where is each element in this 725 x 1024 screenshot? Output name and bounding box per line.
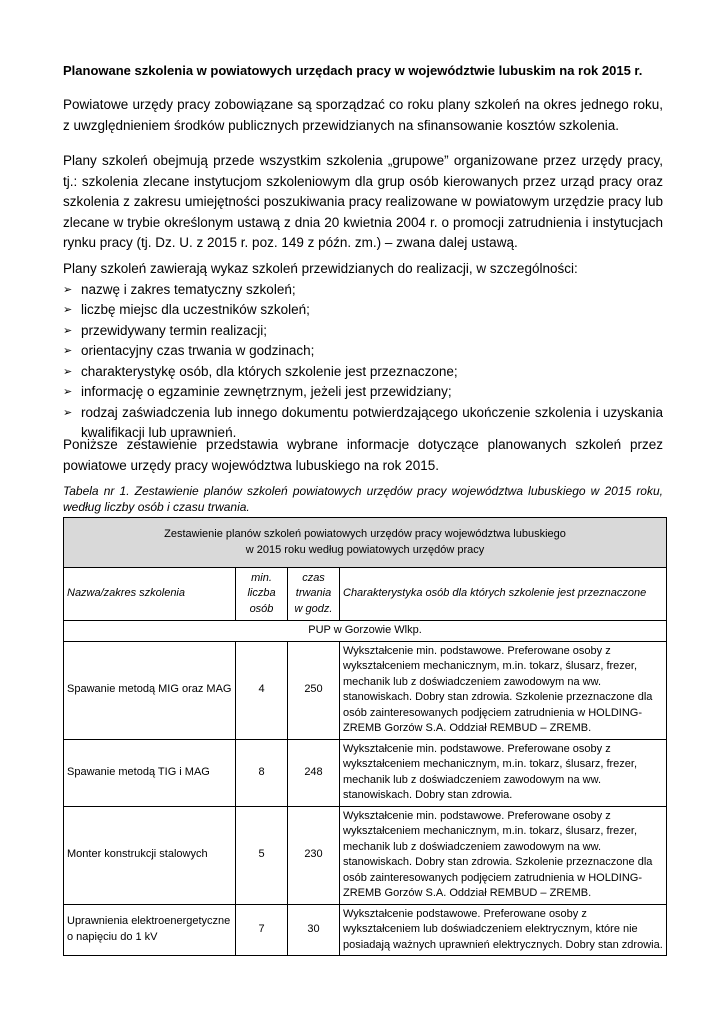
duration-hours: 230 — [288, 806, 340, 904]
list-item: ➢ rodzaj zaświadczenia lub innego dokumentu potwierdzającego ukończenie szkolenia i uzyskania kwalifikacji lub uprawnień. — [63, 404, 663, 440]
participant-description: Wykształcenie min. podstawowe. Preferowane osoby z wykształceniem mechanicznym, m.in. tokarz, ślusarz, frezer, mechanik lub z doświadczeniem zawodowym na ww. stanowiskach. Dobry stan zdrowia. Szkolenie przeznaczone dla osób zainteresowanych podjęciem zatrudnienia w HOLDING-ZREMB Gorzów S.A. Oddział REMBUD – ZREMB. — [340, 641, 667, 739]
column-header-description: Charakterystyka osób dla których szkolenie jest przeznaczone — [340, 568, 667, 621]
column-header-duration: czas trwania w godz. — [288, 568, 340, 621]
training-name: Spawanie metodą TIG i MAG — [64, 739, 236, 806]
column-header-name: Nazwa/zakres szkolenia — [64, 568, 236, 621]
training-name: Uprawnienia elektroenergetyczne o napięciu do 1 kV — [64, 904, 236, 956]
list-item: ➢ przewidywany termin realizacji; — [63, 321, 663, 342]
list-intro: Plany szkoleń zawierają wykaz szkoleń przewidzianych do realizacji, w szczególności: — [63, 261, 578, 276]
paragraph-intro: Powiatowe urzędy pracy zobowiązane są sporządzać co roku plany szkoleń na okres jednego roku, z uwzględnieniem środków publicznych przewidzianych na sfinansowanie kosztów szkolenia. — [63, 97, 663, 133]
table-title-row — [64, 518, 667, 568]
participant-description: Wykształcenie min. podstawowe. Preferowane osoby z wykształceniem mechanicznym, m.in. tokarz, ślusarz, frezer, mechanik lub z doświadczeniem zawodowym na ww. stanowiskach. Dobry stan zdrowia. — [340, 739, 667, 806]
duration-hours: 250 — [288, 641, 340, 739]
list-item: ➢ nazwę i zakres tematyczny szkoleń; — [63, 280, 663, 301]
list-item: ➢ informację o egzaminie zewnętrznym, jeżeli jest przewidziany; — [63, 382, 663, 403]
participant-description: Wykształcenie podstawowe. Preferowane osoby z wykształceniem lub doświadczeniem elektrycznym, które nie posiadają ważnych uprawnień elektrycznych. Dobry stan zdrowia. — [340, 904, 667, 956]
table-row — [64, 641, 667, 739]
arrow-bullet-icon: ➢ — [63, 345, 73, 357]
duration-hours: 248 — [288, 739, 340, 806]
min-persons: 7 — [236, 904, 288, 956]
bullet-list — [63, 280, 663, 444]
column-header-min-persons: min. liczba osób — [236, 568, 288, 621]
arrow-bullet-icon: ➢ — [63, 365, 73, 378]
paragraph-summary: Poniższe zestawienie przedstawia wybrane informacje dotyczące planowanych szkoleń przez powiatowe urzędy pracy województwa lubuskiego na rok 2015. — [63, 437, 663, 473]
training-name: Spawanie metodą MIG oraz MAG — [64, 641, 236, 739]
participant-description: Wykształcenie min. podstawowe. Preferowane osoby z wykształceniem mechanicznym, m.in. tokarz, ślusarz, frezer, mechanik lub z doświadczeniem zawodowym na ww. stanowiskach. Dobry stan zdrowia. Szkolenie przeznaczone dla osób zainteresowanych podjęciem zatrudnienia w HOLDING-ZREMB Gorzów S.A. Oddział REMBUD – ZREMB. — [340, 806, 667, 904]
table-caption: Tabela nr 1. Zestawienie planów szkoleń powiatowych urzędów pracy województwa lubuskiego w 2015 roku, według liczby osób i czasu trwania. — [63, 484, 663, 514]
arrow-bullet-icon: ➢ — [63, 283, 73, 296]
table-row — [64, 806, 667, 904]
min-persons: 8 — [236, 739, 288, 806]
arrow-bullet-icon: ➢ — [63, 324, 73, 337]
list-item: ➢ orientacyjny czas trwania w godzinach; — [63, 341, 663, 362]
list-item: ➢ charakterystykę osób, dla których szkolenie jest przeznaczone; — [63, 362, 663, 383]
arrow-bullet-icon: ➢ — [63, 406, 73, 419]
min-persons: 5 — [236, 806, 288, 904]
table-title-cell: Zestawienie planów szkoleń powiatowych urzędów pracy województwa lubuskiego w 2015 roku według powiatowych urzędów pracy — [64, 518, 667, 568]
training-name: Monter konstrukcji stalowych — [64, 806, 236, 904]
office-name: PUP w Gorzowie Wlkp. — [64, 621, 667, 642]
training-plans-table — [63, 517, 667, 956]
column-header-row — [64, 568, 667, 621]
table-row — [64, 904, 667, 956]
duration-hours: 30 — [288, 904, 340, 956]
arrow-bullet-icon: ➢ — [63, 304, 73, 316]
arrow-bullet-icon: ➢ — [63, 386, 73, 398]
list-item: ➢ liczbę miejsc dla uczestników szkoleń; — [63, 300, 663, 321]
document-title: Planowane szkolenia w powiatowych urzędach pracy w województwie lubuskim na rok 2015 r. — [63, 63, 643, 78]
paragraph-plans-scope: Plany szkoleń obejmują przede wszystkim szkolenia „grupowe” organizowane przez urzędy pracy, tj.: szkolenia zlecane instytucjom szkoleniowym dla grup osób kierowanych przez urząd pracy oraz szkolenia z zakresu umiejętności poszukiwania pracy realizowane w powiatowym urzędzie pracy lub zlecane w trybie określonym ustawą z dnia 20 kwietnia 2004 r. o promocji zatrudnienia i instytucjach rynku pracy (tj. Dz. U. z 2015 r. poz. 149 z późn. zm.) – zwana dalej ustawą. — [63, 153, 663, 250]
office-row — [64, 621, 667, 642]
paragraph-plans-contents — [63, 259, 663, 444]
table-row — [64, 739, 667, 806]
min-persons: 4 — [236, 641, 288, 739]
